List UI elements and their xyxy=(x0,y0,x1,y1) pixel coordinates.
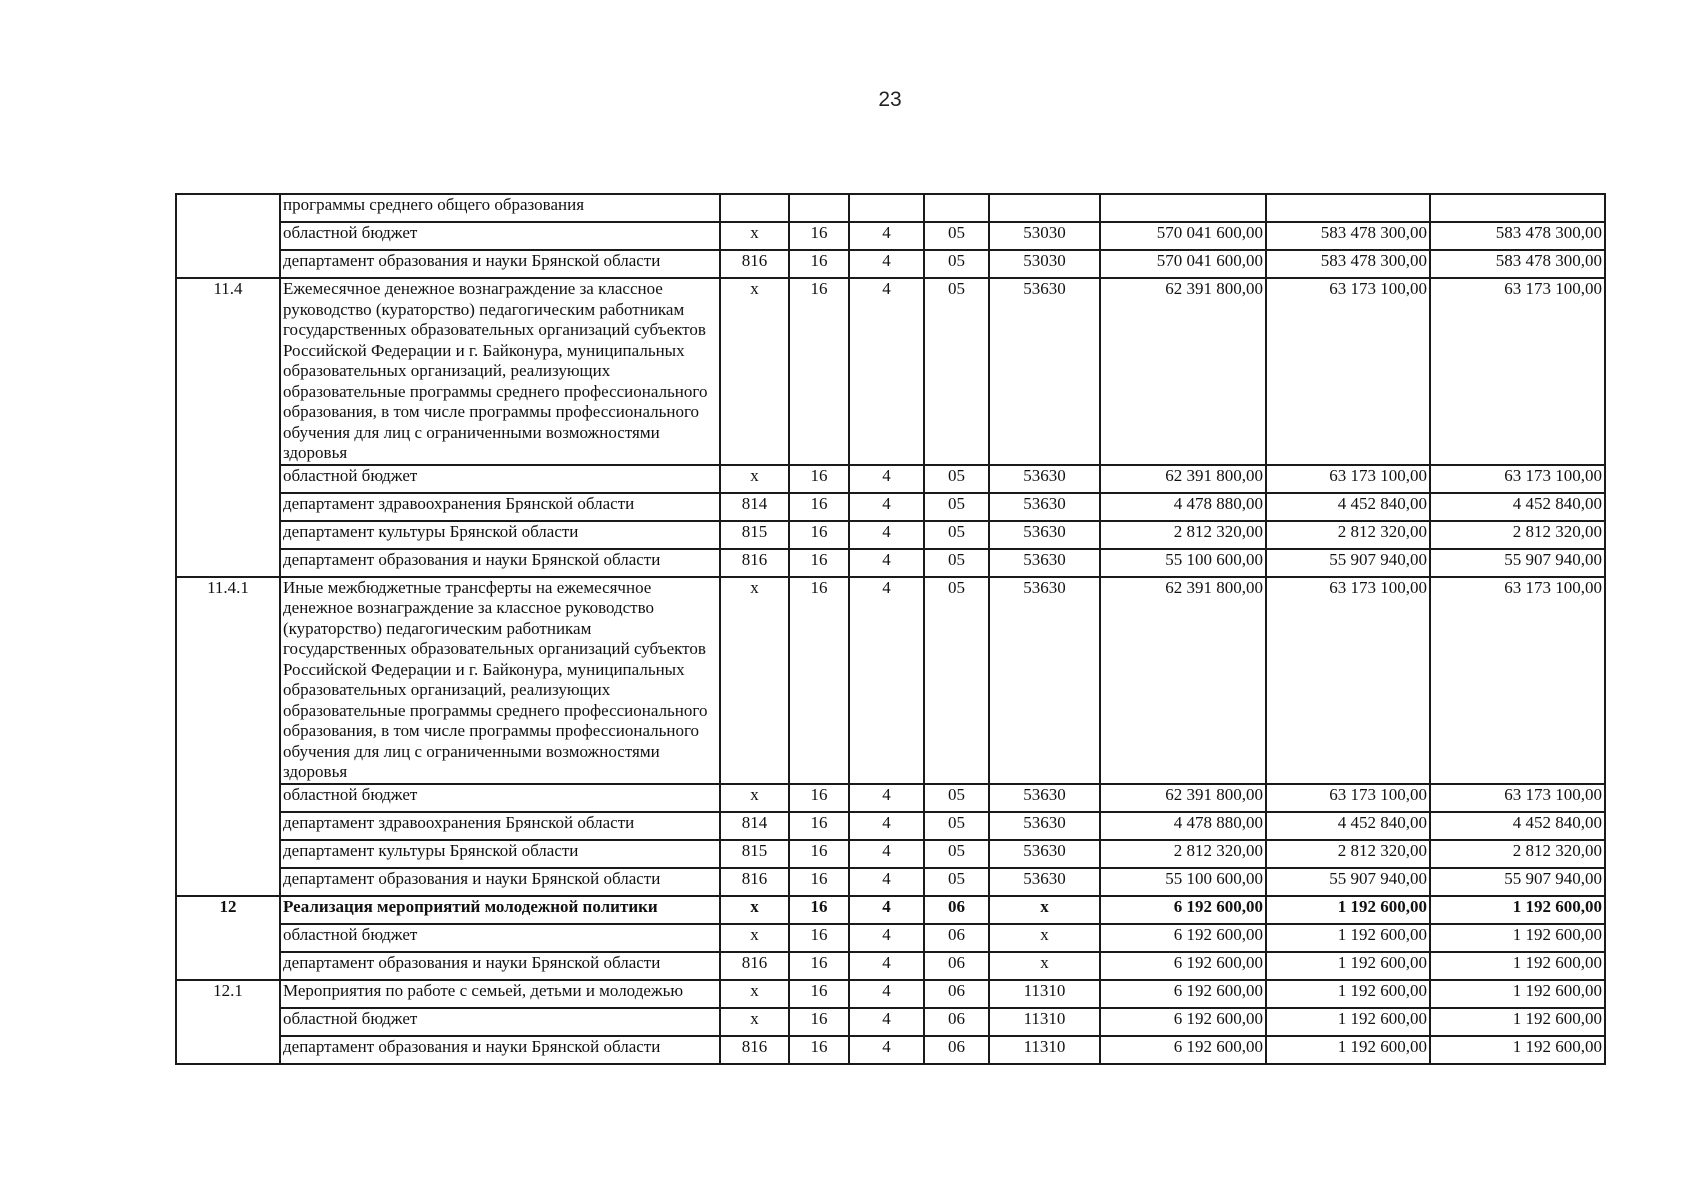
row-name: областной бюджет xyxy=(280,784,720,812)
row-amount-year2: 1 192 600,00 xyxy=(1266,1008,1430,1036)
row-amount-year3: 55 907 940,00 xyxy=(1430,868,1605,896)
row-admin-code: 816 xyxy=(720,1036,789,1064)
row-direction-code: x xyxy=(989,924,1100,952)
row-event-code: 05 xyxy=(924,222,989,250)
row-amount-year3: 2 812 320,00 xyxy=(1430,840,1605,868)
row-program-code: 16 xyxy=(789,250,849,278)
row-name: департамент образования и науки Брянской области xyxy=(280,952,720,980)
row-amount-year3: 2 812 320,00 xyxy=(1430,521,1605,549)
row-subprogram-code: 4 xyxy=(849,493,924,521)
row-subprogram-code: 4 xyxy=(849,465,924,493)
row-admin-code: x xyxy=(720,1008,789,1036)
row-event-code xyxy=(924,194,989,222)
row-direction-code: 53630 xyxy=(989,812,1100,840)
table-row xyxy=(176,250,1605,278)
row-event-code: 05 xyxy=(924,549,989,577)
row-direction-code: 53030 xyxy=(989,250,1100,278)
table-row xyxy=(176,812,1605,840)
row-amount-year2: 2 812 320,00 xyxy=(1266,521,1430,549)
row-event-code: 06 xyxy=(924,1036,989,1064)
row-direction-code: x xyxy=(989,952,1100,980)
row-name: департамент здравоохранения Брянской области xyxy=(280,493,720,521)
row-program-code: 16 xyxy=(789,465,849,493)
row-amount-year3: 583 478 300,00 xyxy=(1430,250,1605,278)
row-subprogram-code xyxy=(849,194,924,222)
row-amount-year1: 6 192 600,00 xyxy=(1100,980,1266,1008)
table-row xyxy=(176,1036,1605,1064)
row-amount-year3: 4 452 840,00 xyxy=(1430,812,1605,840)
row-name: областной бюджет xyxy=(280,465,720,493)
row-amount-year3: 1 192 600,00 xyxy=(1430,896,1605,924)
row-amount-year1: 4 478 880,00 xyxy=(1100,812,1266,840)
row-number: 12.1 xyxy=(176,980,280,1064)
row-program-code: 16 xyxy=(789,784,849,812)
row-program-code: 16 xyxy=(789,924,849,952)
row-subprogram-code: 4 xyxy=(849,1036,924,1064)
row-subprogram-code: 4 xyxy=(849,784,924,812)
row-amount-year2: 2 812 320,00 xyxy=(1266,840,1430,868)
row-number: 11.4.1 xyxy=(176,577,280,896)
row-amount-year2: 1 192 600,00 xyxy=(1266,1036,1430,1064)
row-subprogram-code: 4 xyxy=(849,868,924,896)
budget-table xyxy=(175,193,1606,1065)
row-direction-code: 11310 xyxy=(989,980,1100,1008)
row-direction-code: x xyxy=(989,896,1100,924)
row-amount-year2: 63 173 100,00 xyxy=(1266,465,1430,493)
row-subprogram-code: 4 xyxy=(849,521,924,549)
table-row xyxy=(176,549,1605,577)
row-amount-year2: 63 173 100,00 xyxy=(1266,278,1430,465)
row-program-code: 16 xyxy=(789,840,849,868)
row-direction-code: 53630 xyxy=(989,493,1100,521)
row-name: Реализация мероприятий молодежной политики xyxy=(280,896,720,924)
row-admin-code: 816 xyxy=(720,250,789,278)
row-admin-code: x xyxy=(720,896,789,924)
row-amount-year3: 63 173 100,00 xyxy=(1430,278,1605,465)
row-event-code: 06 xyxy=(924,1008,989,1036)
row-name: департамент культуры Брянской области xyxy=(280,840,720,868)
row-amount-year2: 63 173 100,00 xyxy=(1266,784,1430,812)
row-amount-year1: 570 041 600,00 xyxy=(1100,250,1266,278)
row-admin-code: 815 xyxy=(720,840,789,868)
row-direction-code: 53630 xyxy=(989,577,1100,784)
row-amount-year2: 63 173 100,00 xyxy=(1266,577,1430,784)
row-amount-year3: 63 173 100,00 xyxy=(1430,784,1605,812)
row-admin-code: 816 xyxy=(720,868,789,896)
row-amount-year1: 62 391 800,00 xyxy=(1100,278,1266,465)
row-admin-code: x xyxy=(720,465,789,493)
row-program-code: 16 xyxy=(789,549,849,577)
row-amount-year2: 4 452 840,00 xyxy=(1266,493,1430,521)
row-admin-code: x xyxy=(720,577,789,784)
row-amount-year3: 1 192 600,00 xyxy=(1430,952,1605,980)
row-event-code: 06 xyxy=(924,924,989,952)
row-amount-year1: 6 192 600,00 xyxy=(1100,952,1266,980)
row-number: 12 xyxy=(176,896,280,980)
row-event-code: 05 xyxy=(924,577,989,784)
row-name: департамент образования и науки Брянской области xyxy=(280,250,720,278)
row-subprogram-code: 4 xyxy=(849,250,924,278)
row-admin-code: 814 xyxy=(720,812,789,840)
row-number xyxy=(176,194,280,278)
row-subprogram-code: 4 xyxy=(849,924,924,952)
row-amount-year1: 55 100 600,00 xyxy=(1100,549,1266,577)
row-direction-code: 53630 xyxy=(989,521,1100,549)
row-admin-code: x xyxy=(720,980,789,1008)
table-row xyxy=(176,952,1605,980)
row-name: департамент образования и науки Брянской области xyxy=(280,549,720,577)
row-event-code: 06 xyxy=(924,952,989,980)
row-amount-year1: 2 812 320,00 xyxy=(1100,521,1266,549)
row-event-code: 05 xyxy=(924,493,989,521)
row-name: областной бюджет xyxy=(280,222,720,250)
row-amount-year2: 4 452 840,00 xyxy=(1266,812,1430,840)
row-subprogram-code: 4 xyxy=(849,577,924,784)
row-program-code: 16 xyxy=(789,1008,849,1036)
row-amount-year2: 1 192 600,00 xyxy=(1266,896,1430,924)
row-amount-year3: 1 192 600,00 xyxy=(1430,980,1605,1008)
row-event-code: 05 xyxy=(924,784,989,812)
row-admin-code: x xyxy=(720,924,789,952)
row-amount-year1: 2 812 320,00 xyxy=(1100,840,1266,868)
row-admin-code: x xyxy=(720,222,789,250)
row-admin-code xyxy=(720,194,789,222)
row-subprogram-code: 4 xyxy=(849,952,924,980)
row-amount-year1: 4 478 880,00 xyxy=(1100,493,1266,521)
row-admin-code: x xyxy=(720,278,789,465)
row-subprogram-code: 4 xyxy=(849,896,924,924)
row-direction-code xyxy=(989,194,1100,222)
row-program-code: 16 xyxy=(789,521,849,549)
table-row xyxy=(176,868,1605,896)
row-amount-year3: 1 192 600,00 xyxy=(1430,1036,1605,1064)
row-program-code: 16 xyxy=(789,980,849,1008)
row-amount-year1: 570 041 600,00 xyxy=(1100,222,1266,250)
table-row xyxy=(176,784,1605,812)
row-name: программы среднего общего образования xyxy=(280,194,720,222)
row-amount-year1: 6 192 600,00 xyxy=(1100,1008,1266,1036)
row-program-code xyxy=(789,194,849,222)
row-name: департамент образования и науки Брянской области xyxy=(280,868,720,896)
row-amount-year2: 1 192 600,00 xyxy=(1266,980,1430,1008)
table-row xyxy=(176,493,1605,521)
row-amount-year1: 62 391 800,00 xyxy=(1100,577,1266,784)
row-direction-code: 53630 xyxy=(989,549,1100,577)
row-amount-year2: 583 478 300,00 xyxy=(1266,222,1430,250)
row-direction-code: 11310 xyxy=(989,1008,1100,1036)
row-direction-code: 53030 xyxy=(989,222,1100,250)
table-row xyxy=(176,896,1605,924)
row-amount-year1: 62 391 800,00 xyxy=(1100,465,1266,493)
row-direction-code: 53630 xyxy=(989,784,1100,812)
row-amount-year2 xyxy=(1266,194,1430,222)
row-event-code: 06 xyxy=(924,896,989,924)
row-subprogram-code: 4 xyxy=(849,278,924,465)
row-amount-year1: 6 192 600,00 xyxy=(1100,1036,1266,1064)
row-name: областной бюджет xyxy=(280,924,720,952)
row-direction-code: 53630 xyxy=(989,278,1100,465)
row-direction-code: 53630 xyxy=(989,868,1100,896)
row-amount-year3 xyxy=(1430,194,1605,222)
row-program-code: 16 xyxy=(789,222,849,250)
row-event-code: 05 xyxy=(924,840,989,868)
row-direction-code: 53630 xyxy=(989,840,1100,868)
page-number: 23 xyxy=(878,88,902,111)
row-subprogram-code: 4 xyxy=(849,812,924,840)
row-event-code: 05 xyxy=(924,250,989,278)
row-number: 11.4 xyxy=(176,278,280,577)
row-direction-code: 11310 xyxy=(989,1036,1100,1064)
table-row xyxy=(176,278,1605,465)
budget-table-body xyxy=(176,194,1605,1064)
row-amount-year2: 583 478 300,00 xyxy=(1266,250,1430,278)
row-name: департамент образования и науки Брянской области xyxy=(280,1036,720,1064)
row-program-code: 16 xyxy=(789,493,849,521)
row-name: Ежемесячное денежное вознаграждение за классное руководство (кураторство) педагогическим работникам государственных образовательных организаций субъектов Российской Федерации и г. Байконура, муниципальных образовательных организаций, реализующих образовательные программы среднего профессионального образования, в том числе программы профессионального обучения для лиц с ограниченными возможностями здоровья xyxy=(280,278,720,465)
row-name: Иные межбюджетные трансферты на ежемесячное денежное вознаграждение за классное руководство (кураторство) педагогическим работникам государственных образовательных организаций субъектов Российской Федерации и г. Байконура, муниципальных образовательных организаций, реализующих образовательные программы среднего профессионального образования, в том числе программы профессионального обучения для лиц с ограниченными возможностями здоровья xyxy=(280,577,720,784)
row-amount-year1: 6 192 600,00 xyxy=(1100,924,1266,952)
table-row xyxy=(176,924,1605,952)
row-amount-year2: 55 907 940,00 xyxy=(1266,868,1430,896)
row-admin-code: x xyxy=(720,784,789,812)
row-amount-year3: 1 192 600,00 xyxy=(1430,1008,1605,1036)
row-name: департамент здравоохранения Брянской области xyxy=(280,812,720,840)
row-program-code: 16 xyxy=(789,868,849,896)
table-row xyxy=(176,521,1605,549)
row-subprogram-code: 4 xyxy=(849,1008,924,1036)
row-program-code: 16 xyxy=(789,896,849,924)
row-event-code: 05 xyxy=(924,465,989,493)
table-row xyxy=(176,840,1605,868)
row-program-code: 16 xyxy=(789,278,849,465)
row-amount-year3: 63 173 100,00 xyxy=(1430,465,1605,493)
row-event-code: 06 xyxy=(924,980,989,1008)
row-amount-year3: 1 192 600,00 xyxy=(1430,924,1605,952)
row-amount-year1: 62 391 800,00 xyxy=(1100,784,1266,812)
row-admin-code: 816 xyxy=(720,549,789,577)
row-amount-year3: 583 478 300,00 xyxy=(1430,222,1605,250)
row-amount-year3: 4 452 840,00 xyxy=(1430,493,1605,521)
row-amount-year1: 6 192 600,00 xyxy=(1100,896,1266,924)
row-name: областной бюджет xyxy=(280,1008,720,1036)
table-row xyxy=(176,577,1605,784)
row-amount-year2: 1 192 600,00 xyxy=(1266,952,1430,980)
row-event-code: 05 xyxy=(924,278,989,465)
row-admin-code: 814 xyxy=(720,493,789,521)
table-row xyxy=(176,465,1605,493)
table-row xyxy=(176,194,1605,222)
row-event-code: 05 xyxy=(924,521,989,549)
row-subprogram-code: 4 xyxy=(849,222,924,250)
row-amount-year3: 63 173 100,00 xyxy=(1430,577,1605,784)
row-direction-code: 53630 xyxy=(989,465,1100,493)
row-amount-year1 xyxy=(1100,194,1266,222)
table-row xyxy=(176,1008,1605,1036)
row-amount-year2: 55 907 940,00 xyxy=(1266,549,1430,577)
table-row xyxy=(176,222,1605,250)
row-subprogram-code: 4 xyxy=(849,549,924,577)
row-program-code: 16 xyxy=(789,952,849,980)
row-amount-year1: 55 100 600,00 xyxy=(1100,868,1266,896)
table-row xyxy=(176,980,1605,1008)
row-amount-year3: 55 907 940,00 xyxy=(1430,549,1605,577)
row-admin-code: 816 xyxy=(720,952,789,980)
row-program-code: 16 xyxy=(789,577,849,784)
row-subprogram-code: 4 xyxy=(849,980,924,1008)
row-subprogram-code: 4 xyxy=(849,840,924,868)
row-event-code: 05 xyxy=(924,812,989,840)
row-name: Мероприятия по работе с семьей, детьми и молодежью xyxy=(280,980,720,1008)
row-admin-code: 815 xyxy=(720,521,789,549)
row-event-code: 05 xyxy=(924,868,989,896)
row-program-code: 16 xyxy=(789,1036,849,1064)
row-amount-year2: 1 192 600,00 xyxy=(1266,924,1430,952)
row-name: департамент культуры Брянской области xyxy=(280,521,720,549)
row-program-code: 16 xyxy=(789,812,849,840)
